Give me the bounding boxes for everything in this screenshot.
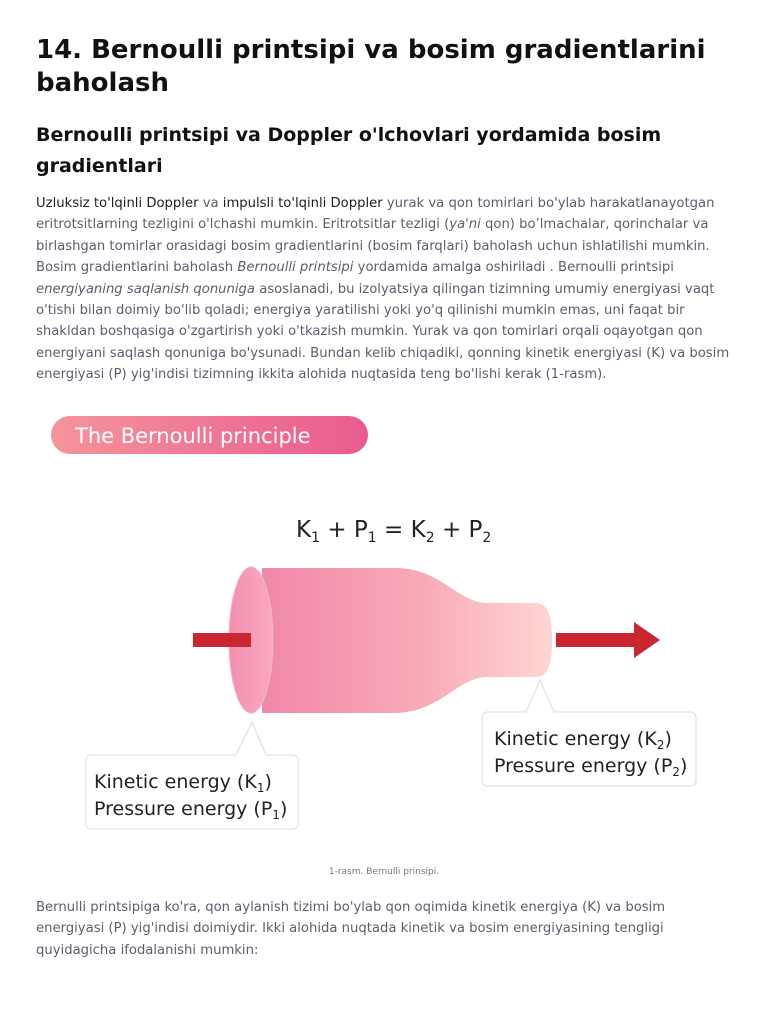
eq-sub-1: 1 — [311, 530, 321, 546]
inflow-arrow — [193, 633, 251, 647]
eq-p2: P — [468, 517, 483, 543]
term-pulsed-doppler: impulsli to'lqinli Doppler — [222, 196, 383, 211]
tube-body — [262, 568, 552, 713]
left-kinetic-label — [94, 771, 272, 795]
text-segment: asoslanadi, bu izolyatsiya qilingan tizimning umumiy energiyasi vaqt o'tishi bilan doimiy bo'lib qoladi; energiya yaratilishi yoki yo'q qilinishi mumkin emas, uni faqat bir shakldan boshqasiga o'zgartirish yoki o'tkazish mumkin. Yurak va qon tomirlari orqali oqayotgan qon energiyani saqlash qonuniga bo'ysunadi. Bundan kelib chiqadiki, qonning kinetik energiyasi (K) va bosim energiyasi (P) yig'indisi tizimning ikkita alohida nuqtasida teng bo'lishi kerak (1-rasm). — [36, 281, 730, 383]
eq-p1: P — [353, 517, 368, 543]
right-kinetic-label — [494, 728, 672, 752]
bernoulli-figure — [36, 400, 736, 840]
left-kinetic-text: Kinetic energy (K — [94, 771, 257, 793]
term-continuous-doppler: Uzluksiz to'lqinli Doppler — [36, 196, 199, 211]
text-segment: va — [198, 196, 223, 211]
eq-k2: K — [410, 517, 426, 543]
left-pressure-close: ) — [279, 798, 288, 820]
outflow-arrow-shaft — [556, 633, 636, 647]
right-pressure-close: ) — [679, 755, 688, 777]
eq-sub-3: 2 — [425, 530, 435, 546]
right-kinetic-close: ) — [664, 728, 672, 750]
eq-k1: K — [296, 517, 312, 543]
text-italic: Bernoulli printsipi — [237, 260, 354, 276]
intro-paragraph — [36, 193, 736, 386]
right-pressure-sub: 2 — [672, 765, 680, 779]
text-segment: yordamida amalga oshiriladi . Bernoulli printsipi — [353, 260, 674, 276]
left-pressure-sub: 1 — [272, 808, 280, 822]
left-kinetic-sub: 1 — [256, 781, 265, 795]
figure-badge-label: The Bernoulli principle — [75, 424, 311, 448]
body-paragraph: Bernulli printsipiga ko'ra, qon aylanish tizimi bo'ylab qon oqimida kinetik energiya (K) va bosim energiyasi (P) yig'indisi doimiydir. Ikki alohida nuqtada kinetik va bosim energiyasining tengligi quyidagicha ifodalanishi mumkin: — [36, 900, 666, 958]
right-pressure-text: Pressure energy (P — [494, 755, 673, 777]
figure-caption: 1-rasm. Bernulli prinsipi. — [328, 867, 440, 877]
eq-plus: + — [320, 517, 354, 543]
right-kinetic-text: Kinetic energy (K — [494, 728, 657, 750]
text-italic: energiyaning saqlanish qonuniga — [36, 281, 256, 297]
eq-sub-2: 1 — [367, 530, 377, 546]
right-kinetic-sub: 2 — [656, 738, 665, 752]
page-title: 14. Bernoulli printsipi va bosim gradientlarini baholash — [36, 35, 706, 98]
section-title: Bernoulli printsipi va Doppler o'lchovlari yordamida bosim gradientlari — [36, 124, 662, 177]
left-pressure-label — [94, 798, 287, 822]
eq-plus: + — [434, 517, 469, 543]
text-segment: qon) bo’lmachalar, qorinchalar va birlashgan tomirlar orasidagi bosim gradientlarini (bosim farqlari) baholash uchun ishlatilishi mumkin. Bosim gradientlarini baholash — [36, 217, 710, 276]
outflow-arrow-head — [634, 622, 660, 658]
bernoulli-equation — [296, 517, 491, 546]
left-pressure-text: Pressure energy (P — [94, 798, 273, 820]
text-italic: ya'ni — [449, 217, 481, 233]
left-kinetic-close: ) — [264, 771, 272, 793]
text-segment: yurak va qon tomirlari bo'ylab harakatlanayotgan eritrotsitlarning tezligini o'lchashi mumkin. Eritrotsitlar tezligi ( — [36, 196, 715, 233]
right-pressure-label — [494, 755, 687, 779]
eq-equals: = — [376, 517, 411, 543]
eq-sub-4: 2 — [482, 530, 492, 546]
